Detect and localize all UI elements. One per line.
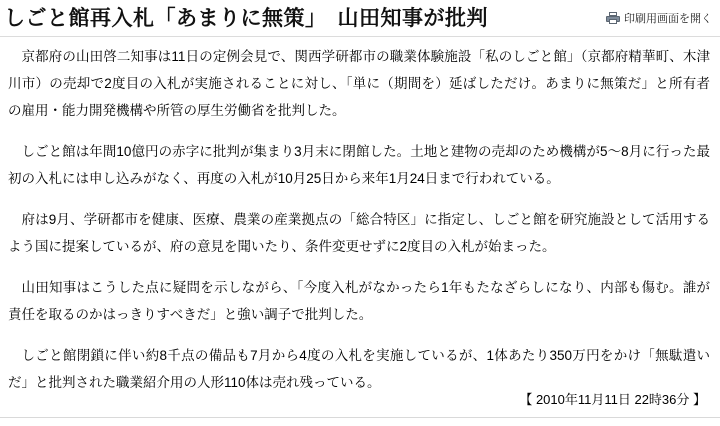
page-title: しごと館再入札「あまりに無策」 山田知事が批判 xyxy=(4,7,488,30)
article-timestamp: 【 2010年11月11日 22時36分 】 xyxy=(519,392,706,407)
paragraph: 山田知事はこうした点に疑問を示しながら、「今度入札がなかったら1年もたなざらしになり、内部も傷む。誰が責任を取るのかはっきりすべきだ」と強い調子で批判した。 xyxy=(8,280,710,322)
footer-divider xyxy=(0,417,720,418)
print-view-label: 印刷用画面を開く xyxy=(624,13,712,25)
paragraph: 京都府の山田啓二知事は11日の定例会見で、関西学研都市の職業体験施設「私のしごと館」（京都府精華町、木津川市）の売却で2度目の入札が実施されることに対し、「単に（期間を）延ばしただけ。あまりに無策だ」と所有者の雇用・能力開発機構や所管の厚生労働省を批判した。 xyxy=(8,49,710,118)
print-view-link[interactable] xyxy=(606,10,712,26)
headline-row xyxy=(0,0,720,34)
printer-icon xyxy=(606,12,620,24)
paragraph: しごと館閉鎖に伴い約8千点の備品も7月から4度の入札を実施しているが、1体あたり350万円をかけ「無駄遣いだ」と批判された職業紹介用の人形110体は売れ残っている。 xyxy=(8,348,710,390)
paragraph: しごと館は年間10億円の赤字に批判が集まり3月末に閉館した。土地と建物の売却のため機構が5〜8月に行った最初の入札には申し込みがなく、再度の入札が10月25日から来年1月24日まで行われている。 xyxy=(8,144,710,186)
article-body xyxy=(0,37,720,396)
paragraph: 府は9月、学研都市を健康、医療、農業の産業拠点の「総合特区」に指定し、しごと館を研究施設として活用するよう国に提案しているが、府の意見を聞いたり、条件変更せずに2度目の入札が始まった。 xyxy=(8,212,710,254)
